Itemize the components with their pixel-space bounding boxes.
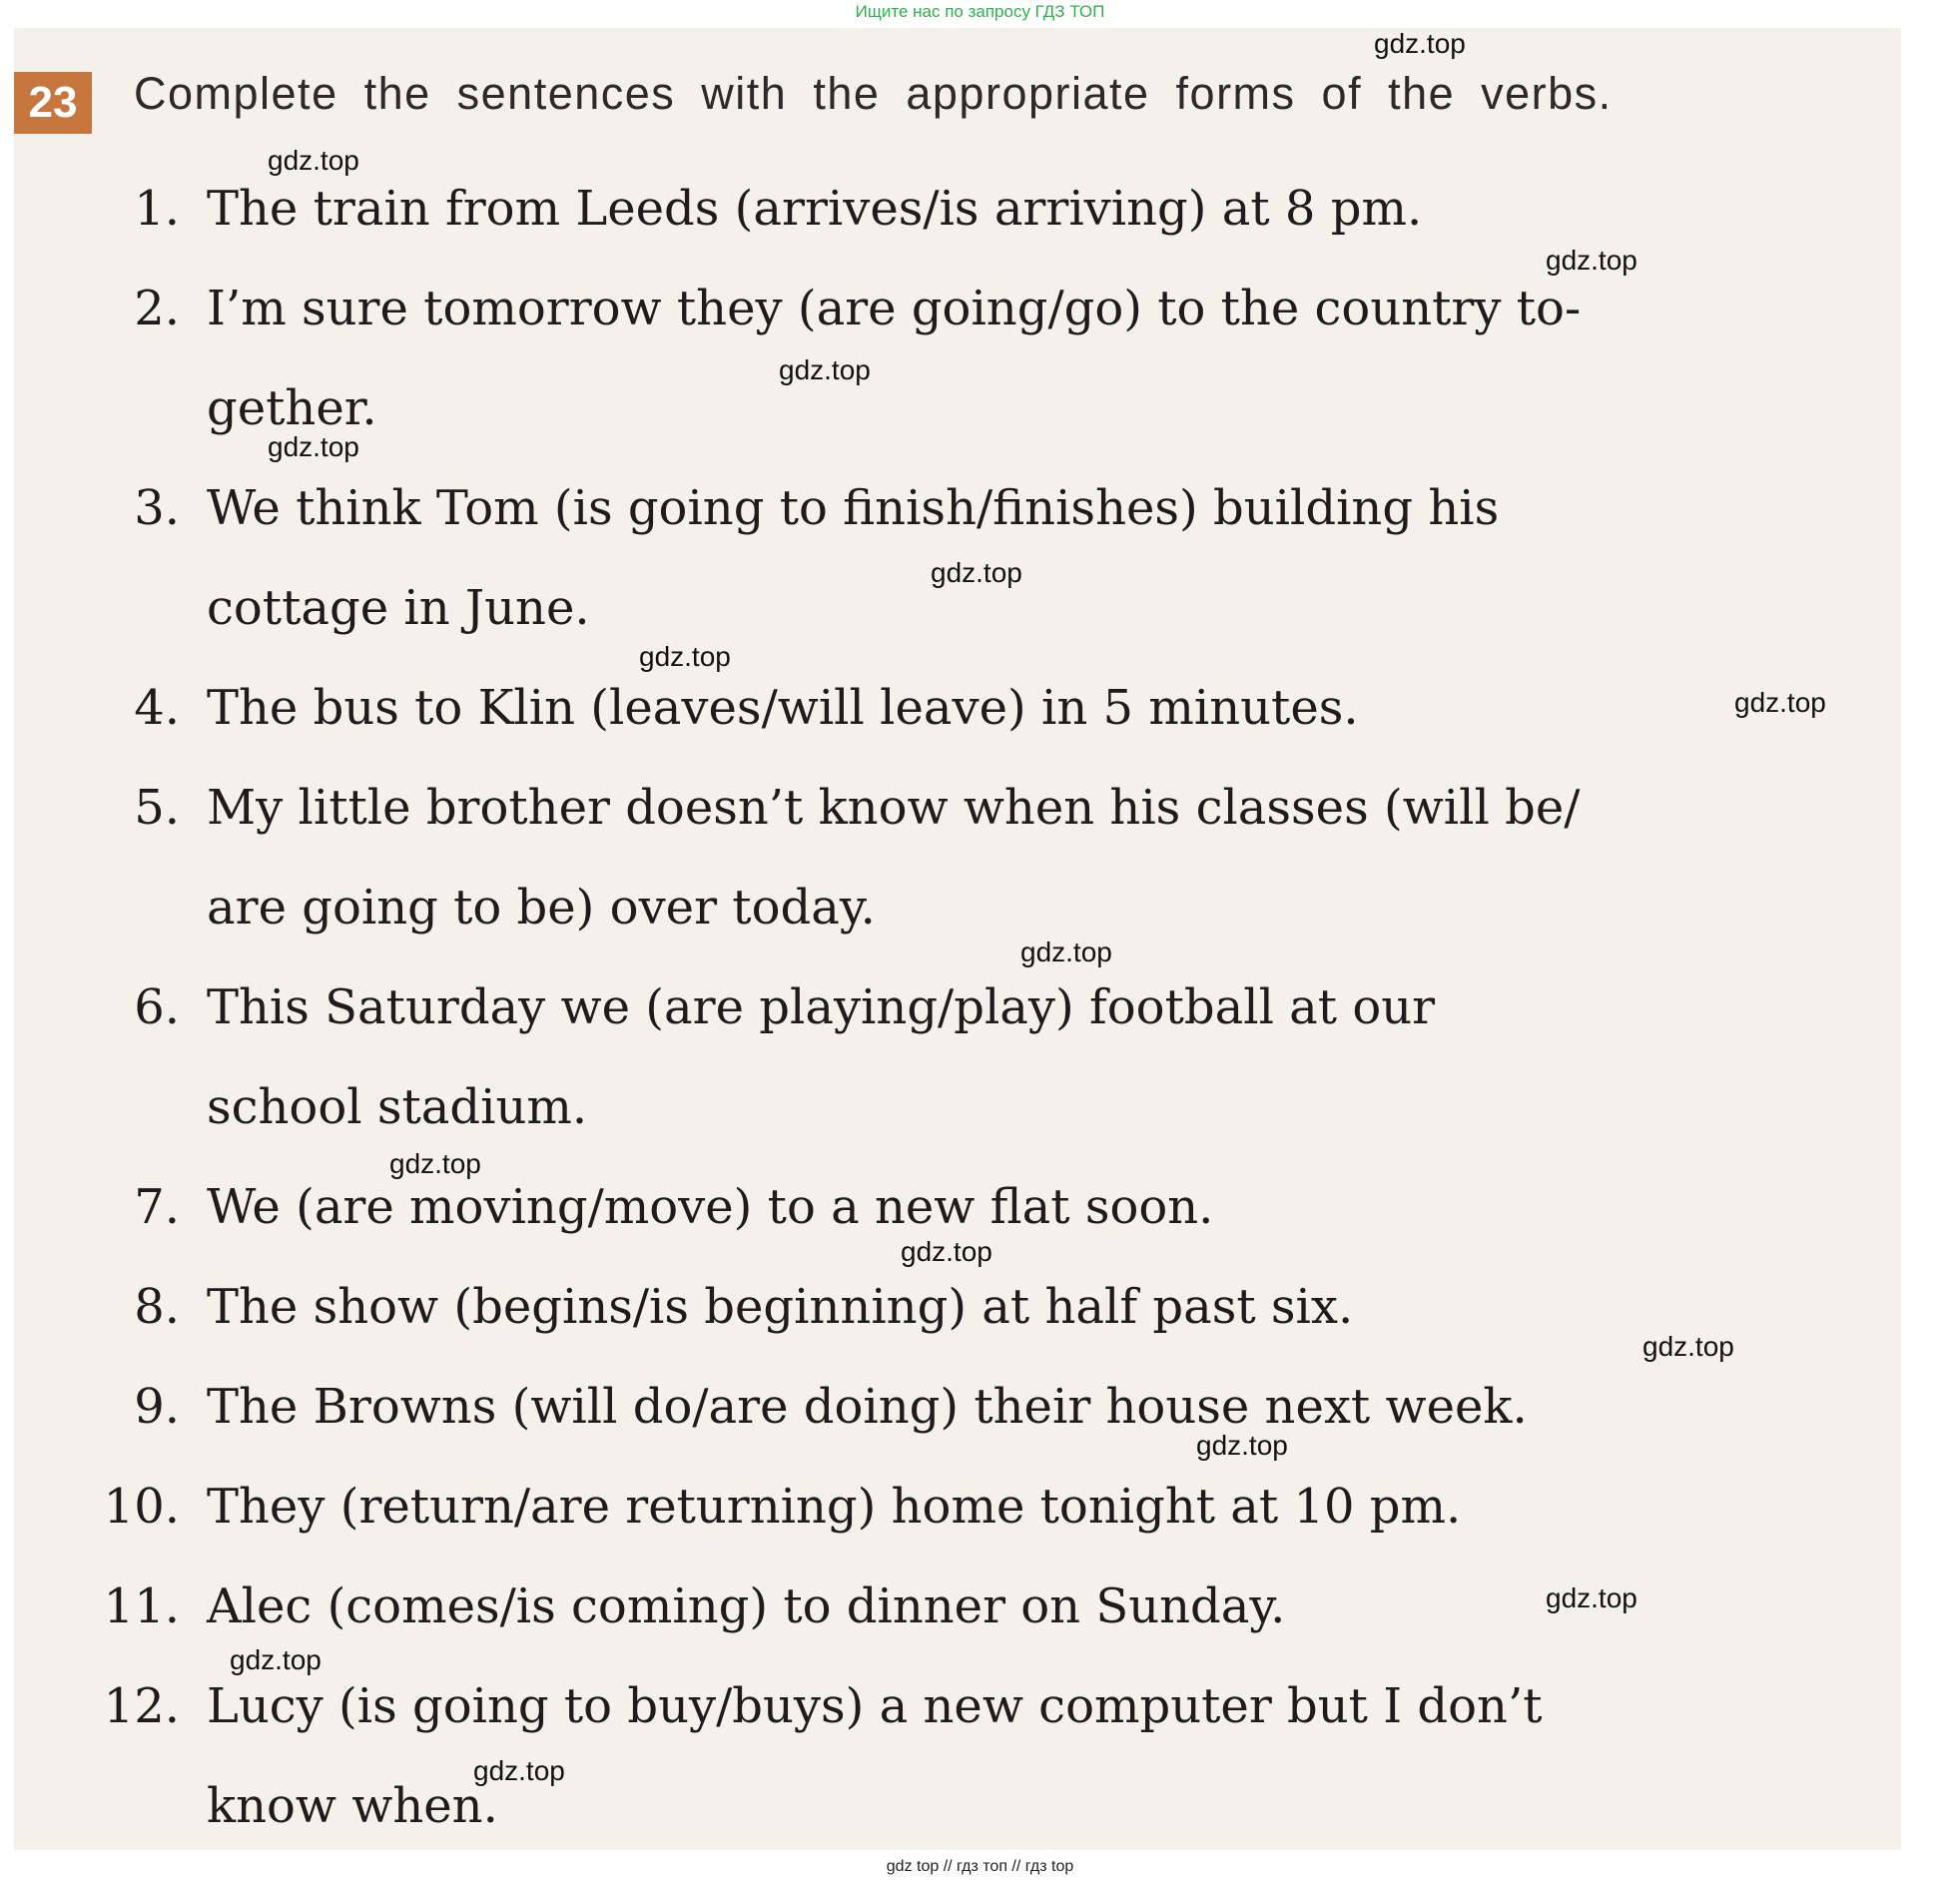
item-number: 10. xyxy=(103,1479,180,1535)
item-text: My little brother doesn’t know when his classes (will be/ xyxy=(207,780,1581,836)
watermark: gdz.top xyxy=(268,431,359,462)
item-number: 2. xyxy=(134,281,180,336)
watermark: gdz.top xyxy=(389,1148,481,1179)
item-text: The bus to Klin (leaves/will leave) in 5 minutes. xyxy=(207,680,1359,736)
item-text: Lucy (is going to buy/buys) a new computer but I don’t xyxy=(207,1678,1543,1734)
watermark: gdz.top xyxy=(473,1755,565,1786)
item-text: gether. xyxy=(207,380,377,436)
item-text: The train from Leeds (arrives/is arriving) at 8 pm. xyxy=(207,181,1423,237)
item-text: I’m sure tomorrow they (are going/go) to the country to- xyxy=(207,281,1582,336)
watermark: gdz.top xyxy=(1642,1331,1734,1362)
item-number: 5. xyxy=(134,780,180,836)
item-text: know when. xyxy=(207,1778,498,1834)
watermark: gdz.top xyxy=(1020,937,1112,967)
item-text: cottage in June. xyxy=(207,580,590,636)
item-text: We (are moving/move) to a new flat soon. xyxy=(207,1179,1214,1235)
watermark: gdz.top xyxy=(1196,1430,1288,1461)
item-text: are going to be) over today. xyxy=(207,880,876,936)
item-text: They (return/are returning) home tonight at 10 pm. xyxy=(207,1479,1462,1535)
watermark: gdz.top xyxy=(779,354,871,385)
item-number: 3. xyxy=(134,480,180,536)
watermark: gdz.top xyxy=(1734,687,1826,718)
exercise-instruction: Complete the sentences with the appropriate forms of the verbs. xyxy=(134,68,1613,119)
item-number: 4. xyxy=(134,680,180,736)
watermark: gdz.top xyxy=(901,1236,992,1267)
item-text: This Saturday we (are playing/play) football at our xyxy=(207,979,1436,1035)
watermark: gdz.top xyxy=(1546,245,1637,276)
item-number: 9. xyxy=(134,1379,180,1435)
watermark: gdz.top xyxy=(1374,28,1466,59)
item-number: 1. xyxy=(134,181,180,237)
item-text: The show (begins/is beginning) at half past six. xyxy=(207,1279,1354,1335)
watermark: gdz.top xyxy=(230,1644,322,1675)
footer-links[interactable]: gdz top // гдз топ // гдз top xyxy=(886,1858,1074,1875)
item-number: 7. xyxy=(134,1179,180,1235)
watermark: gdz.top xyxy=(1546,1582,1637,1613)
search-banner[interactable]: Ищите нас по запросу ГДЗ ТОП xyxy=(855,2,1105,21)
item-text: Alec (comes/is coming) to dinner on Sunday. xyxy=(207,1578,1286,1634)
exercise-number-badge: 23 xyxy=(14,72,92,134)
watermark: gdz.top xyxy=(268,145,359,176)
item-text: school stadium. xyxy=(207,1079,588,1135)
watermark: gdz.top xyxy=(639,641,731,672)
watermark: gdz.top xyxy=(931,557,1022,588)
item-number: 6. xyxy=(134,979,180,1035)
item-text: The Browns (will do/are doing) their house next week. xyxy=(207,1379,1528,1435)
item-number: 12. xyxy=(103,1678,180,1734)
item-text: We think Tom (is going to finish/finishes) building his xyxy=(207,480,1500,536)
item-number: 8. xyxy=(134,1279,180,1335)
item-number: 11. xyxy=(103,1578,180,1634)
